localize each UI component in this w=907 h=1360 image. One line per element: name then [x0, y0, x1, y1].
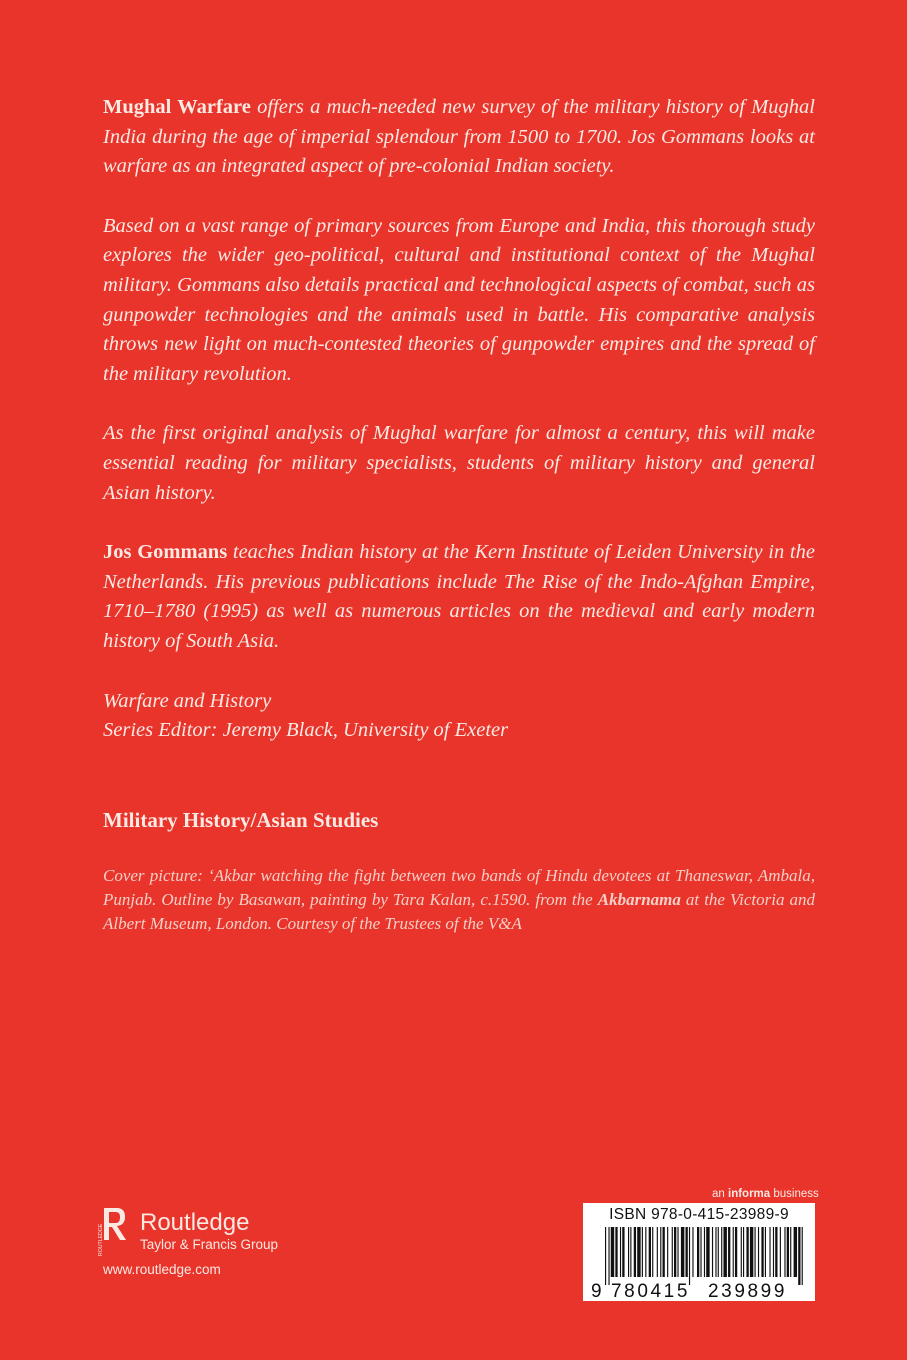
barcode-bar — [630, 1227, 631, 1277]
barcode-bar — [787, 1227, 789, 1277]
isbn-barcode — [583, 1203, 815, 1301]
isbn-label: ISBN 978-0-415-23989-9 — [609, 1206, 789, 1223]
series-editor: Series Editor: Jeremy Black, University of Exeter — [103, 719, 509, 742]
barcode-bar — [802, 1227, 803, 1285]
publisher-website: www.routledge.com — [103, 1262, 221, 1277]
barcode-bar — [692, 1227, 693, 1277]
author-bio: Jos Gommans teaches Indian history at the Kern Institute of Leiden University in the Netherlands. His previous publications include The Rise of the Indo-Afghan Empire, 1710–1780 (1995) as well as numerous articles on the medieval and early modern history of South Asia. — [103, 541, 815, 652]
barcode-bar — [706, 1227, 709, 1277]
barcode-bar — [750, 1227, 753, 1277]
barcode-bar — [761, 1227, 763, 1277]
barcode-bar — [723, 1227, 726, 1277]
barcode-bar — [773, 1227, 774, 1277]
barcode-bar — [697, 1227, 699, 1277]
credit-emphasis: Akbarnama — [597, 890, 681, 909]
author-name: Jos Gommans — [103, 541, 228, 564]
barcode-bar — [605, 1227, 606, 1285]
barcode-bar — [660, 1227, 661, 1277]
series-name: Warfare and History — [103, 689, 272, 712]
routledge-logo-icon — [99, 1206, 129, 1258]
barcode-bar — [622, 1227, 624, 1277]
informa-brand: informa — [728, 1188, 771, 1200]
barcode-bar — [746, 1227, 748, 1277]
barcode-bar — [686, 1227, 688, 1277]
barcode-bar — [657, 1227, 658, 1277]
barcode-bar — [615, 1227, 617, 1277]
blurb-paragraph-1: Mughal Warfare offers a much-needed new survey of the military history of Mughal India during the age of imperial splendour from 1500 to 1700. Jos Gommans looks at warfare as an integrated aspect of pre-colonial Indian society. — [103, 96, 815, 178]
series-info — [103, 687, 815, 746]
barcode-lead-digit: 9 — [591, 1281, 602, 1302]
barcode-bar — [790, 1227, 791, 1277]
logo-vertical-text: ROUTLEDGE — [98, 1223, 104, 1256]
barcode-bar — [689, 1227, 690, 1285]
publisher-logo — [140, 1209, 278, 1253]
blurb-paragraph-2: Based on a vast range of primary sources from Europe and India, this thorough study explores the wider geo-political, cultural and institutional context of the Mughal military. Gommans also details practical and technological aspects of combat, such as gunpowder technologies and the animals used in battle. His comparative analysis throws new light on much-contested theories of gunpowder empires and the spread of the military revolution. — [103, 214, 815, 385]
barcode-bar — [642, 1227, 643, 1277]
barcode-bar — [775, 1227, 777, 1277]
barcode-bar — [741, 1227, 742, 1277]
barcode-bar — [674, 1227, 676, 1277]
cover-credit: Cover picture: ‘Akbar watching the fight between two bands of Hindu devotees at Thaneswar, Ambala, Punjab. Outline by Basawan, painting by Tara Kalan, c.1590. from the Akbarnama at the Victoria and Albert Museum, London. Courtesy of the Trustees of the V&A — [103, 866, 815, 933]
informa-tagline: an informa business — [712, 1188, 819, 1200]
barcode-bar — [620, 1227, 621, 1277]
barcode-bar — [672, 1227, 673, 1277]
barcode-bar — [649, 1227, 651, 1277]
barcode-bar — [652, 1227, 653, 1277]
barcode-bar — [715, 1227, 716, 1277]
barcode-bar — [704, 1227, 705, 1277]
barcode-bar — [755, 1227, 756, 1277]
barcode-bar — [758, 1227, 759, 1277]
publisher-name: Routledge — [140, 1209, 250, 1236]
barcode-bar — [733, 1227, 734, 1277]
barcode-digits-right: 239899 — [708, 1281, 788, 1302]
barcode-bar — [628, 1227, 629, 1277]
barcode-bar — [735, 1227, 737, 1277]
barcode-bar — [645, 1227, 646, 1277]
barcode-bar — [681, 1227, 684, 1277]
barcode-bar — [637, 1227, 640, 1277]
barcode-bar — [611, 1227, 614, 1277]
barcode-bar — [769, 1227, 770, 1277]
barcode-bar — [663, 1227, 665, 1277]
barcode-bar — [721, 1227, 722, 1277]
barcode-graphic — [583, 1203, 815, 1301]
barcode-bar — [784, 1227, 785, 1277]
barcode-bar — [700, 1227, 701, 1277]
back-cover-blurb — [103, 93, 815, 746]
blurb-paragraph-3: As the first original analysis of Mughal warfare for almost a century, this will make essential reading for military specialists, students of military history and general Asian history. — [103, 422, 815, 504]
book-title: Mughal Warfare — [103, 96, 251, 118]
barcode-bar — [608, 1227, 609, 1285]
barcode-bar — [728, 1227, 730, 1277]
barcode-bar — [743, 1227, 744, 1277]
barcode-bar — [798, 1227, 800, 1285]
barcode-bar — [794, 1227, 797, 1277]
barcode-bar — [765, 1227, 766, 1277]
barcode-bar — [780, 1227, 781, 1277]
barcode-bar — [718, 1227, 719, 1277]
barcode-bar — [712, 1227, 713, 1277]
subject-category: Military History/Asian Studies — [103, 808, 379, 832]
barcode-digits-left: 780415 — [611, 1281, 691, 1302]
barcode-bars — [605, 1227, 803, 1285]
barcode-bar — [667, 1227, 668, 1277]
publisher-group: Taylor & Francis Group — [140, 1237, 279, 1252]
barcode-bar — [634, 1227, 636, 1277]
barcode-bar — [677, 1227, 678, 1277]
